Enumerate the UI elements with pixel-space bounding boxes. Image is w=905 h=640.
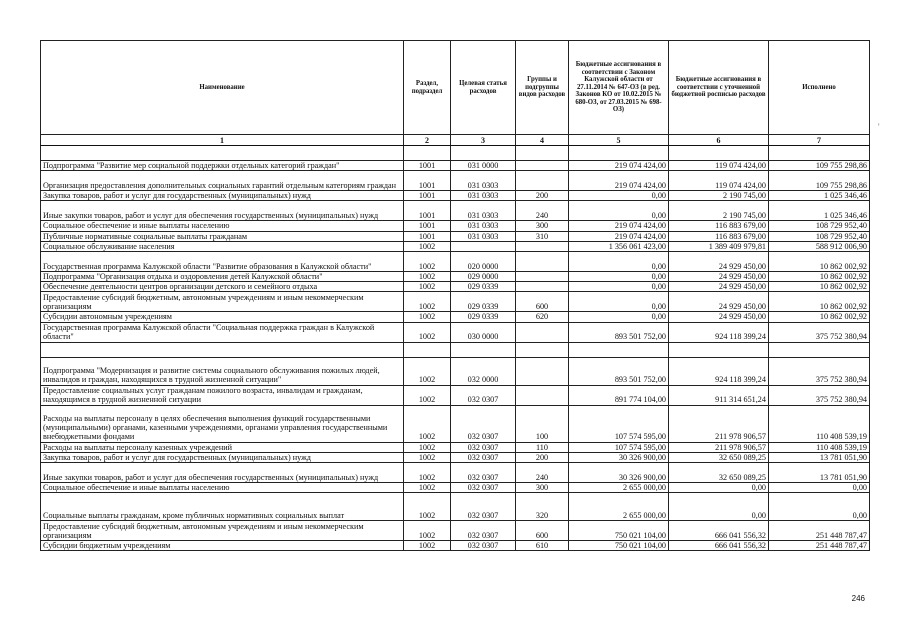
cell-refined: 32 650 089,25 bbox=[669, 463, 769, 483]
table-row bbox=[41, 282, 870, 292]
col-header-executed: Исполнено bbox=[769, 41, 870, 135]
col-header-refined: Бюджетные ассигнования в соответствии с уточненной бюджетной росписью расходов bbox=[669, 41, 769, 135]
table-row bbox=[41, 161, 870, 171]
cell-article: 032 0307 bbox=[451, 442, 516, 452]
cell-group: 300 bbox=[516, 221, 569, 231]
cell-article: 030 0000 bbox=[451, 322, 516, 342]
cell-refined: 666 041 556,32 bbox=[669, 541, 769, 551]
col-header-groups: Группы и подгруппы видов расходов bbox=[516, 41, 569, 135]
cell-name: Предоставление субсидий бюджетным, автономным учреждениям и иным некоммерческим организациям bbox=[41, 292, 404, 312]
cell-article: 029 0339 bbox=[451, 282, 516, 292]
cell-group: 600 bbox=[516, 521, 569, 541]
cell-group: 100 bbox=[516, 405, 569, 442]
cell-assigned: 750 021 104,00 bbox=[569, 521, 669, 541]
cell-article: 029 0000 bbox=[451, 272, 516, 282]
col-header-assignments: Бюджетные ассигнования в соответствии с Законом Калужской области от 27.11.2014 № 647-ОЗ (в ред. Законов КО от 10.02.2015 № 680-ОЗ, от 27.03.2015 № 698-ОЗ) bbox=[569, 41, 669, 135]
cell-name: Публичные нормативные социальные выплаты гражданам bbox=[41, 231, 404, 241]
cell-executed: 375 752 380,94 bbox=[769, 322, 870, 342]
cell-executed: 109 755 298,86 bbox=[769, 161, 870, 171]
cell-article: 032 0307 bbox=[451, 452, 516, 462]
cell-name: Иные закупки товаров, работ и услуг для обеспечения государственных (муниципальных) нужд bbox=[41, 201, 404, 221]
column-number: 6 bbox=[669, 135, 769, 146]
col-header-article: Целевая статья расходов bbox=[451, 41, 516, 135]
table-row bbox=[41, 493, 870, 521]
cell-section: 1002 bbox=[404, 521, 451, 541]
cell-name: Иные закупки товаров, работ и услуг для обеспечения государственных (муниципальных) нужд bbox=[41, 463, 404, 483]
cell-refined: 2 190 745,00 bbox=[669, 201, 769, 221]
table-row bbox=[41, 201, 870, 221]
cell-name: Субсидии бюджетным учреждениям bbox=[41, 541, 404, 551]
cell-group bbox=[516, 322, 569, 342]
cell-article: 032 0307 bbox=[451, 385, 516, 405]
cell-article: 031 0000 bbox=[451, 161, 516, 171]
cell-assigned: 2 655 000,00 bbox=[569, 493, 669, 521]
table-row bbox=[41, 463, 870, 483]
cell-name: Подпрограмма "Развитие мер социальной поддержки отдельных категорий граждан" bbox=[41, 161, 404, 171]
cell-article: 031 0303 bbox=[451, 171, 516, 191]
table-body bbox=[41, 146, 870, 551]
cell-executed: 10 862 002,92 bbox=[769, 252, 870, 272]
cell-executed: 10 862 002,92 bbox=[769, 272, 870, 282]
cell-name: Обеспечение деятельности центров организации детского и семейного отдыха bbox=[41, 282, 404, 292]
table-row bbox=[41, 292, 870, 312]
cell-executed: 0,00 bbox=[769, 493, 870, 521]
page-number: 246 bbox=[851, 594, 865, 603]
cell-assigned: 893 501 752,00 bbox=[569, 322, 669, 342]
cell-assigned: 219 074 424,00 bbox=[569, 231, 669, 241]
cell-name: Социальное обслуживание населения bbox=[41, 241, 404, 251]
cell-article: 031 0303 bbox=[451, 231, 516, 241]
table-row bbox=[41, 272, 870, 282]
cell-executed: 251 448 787,47 bbox=[769, 541, 870, 551]
col-header-name: Наименование bbox=[41, 41, 404, 135]
cell-assigned: 0,00 bbox=[569, 201, 669, 221]
scan-mark: ' bbox=[878, 122, 880, 132]
cell-assigned: 107 574 595,00 bbox=[569, 405, 669, 442]
cell-group: 610 bbox=[516, 541, 569, 551]
cell-section: 1002 bbox=[404, 241, 451, 251]
cell-article: 032 0307 bbox=[451, 483, 516, 493]
col-header-section: Раздел, подраздел bbox=[404, 41, 451, 135]
cell-section: 1002 bbox=[404, 405, 451, 442]
cell-executed: 251 448 787,47 bbox=[769, 521, 870, 541]
cell-executed: 375 752 380,94 bbox=[769, 385, 870, 405]
cell-group bbox=[516, 161, 569, 171]
budget-table bbox=[40, 40, 870, 551]
table-row bbox=[41, 312, 870, 322]
table-row bbox=[41, 405, 870, 442]
cell-section: 1002 bbox=[404, 483, 451, 493]
cell-refined: 116 883 679,00 bbox=[669, 231, 769, 241]
table-row bbox=[41, 357, 870, 385]
cell-executed: 588 912 006,90 bbox=[769, 241, 870, 251]
column-number: 3 bbox=[451, 135, 516, 146]
cell-refined: 2 190 745,00 bbox=[669, 191, 769, 201]
table-row bbox=[41, 385, 870, 405]
cell-name: Социальное обеспечение и иные выплаты населению bbox=[41, 221, 404, 231]
table-row bbox=[41, 483, 870, 493]
spacer-row bbox=[41, 146, 870, 161]
cell-name: Закупка товаров, работ и услуг для государственных (муниципальных) нужд bbox=[41, 452, 404, 462]
cell-section: 1002 bbox=[404, 252, 451, 272]
column-numbers-row bbox=[41, 135, 870, 146]
column-number: 4 bbox=[516, 135, 569, 146]
cell-group bbox=[516, 171, 569, 191]
cell-section: 1001 bbox=[404, 191, 451, 201]
cell-group bbox=[516, 282, 569, 292]
cell-assigned: 30 326 900,00 bbox=[569, 452, 669, 462]
cell-refined: 24 929 450,00 bbox=[669, 282, 769, 292]
cell-assigned: 0,00 bbox=[569, 292, 669, 312]
cell-assigned: 0,00 bbox=[569, 282, 669, 292]
cell-group: 110 bbox=[516, 442, 569, 452]
spacer-row bbox=[41, 342, 870, 357]
cell-assigned: 219 074 424,00 bbox=[569, 161, 669, 171]
cell-assigned: 107 574 595,00 bbox=[569, 442, 669, 452]
cell-section: 1001 bbox=[404, 201, 451, 221]
column-number: 2 bbox=[404, 135, 451, 146]
cell-article: 032 0307 bbox=[451, 405, 516, 442]
cell-section: 1001 bbox=[404, 161, 451, 171]
cell-refined: 924 118 399,24 bbox=[669, 357, 769, 385]
cell-executed: 1 025 346,46 bbox=[769, 191, 870, 201]
cell-group bbox=[516, 357, 569, 385]
table-row bbox=[41, 322, 870, 342]
cell-section: 1002 bbox=[404, 282, 451, 292]
column-number: 1 bbox=[41, 135, 404, 146]
table-row bbox=[41, 221, 870, 231]
cell-section: 1002 bbox=[404, 452, 451, 462]
cell-name: Предоставление социальных услуг гражданам пожилого возраста, инвалидам и гражданам, находящимся в трудной жизненной ситуации bbox=[41, 385, 404, 405]
table-row bbox=[41, 252, 870, 272]
cell-refined: 119 074 424,00 bbox=[669, 161, 769, 171]
cell-group: 320 bbox=[516, 493, 569, 521]
cell-article: 020 0000 bbox=[451, 252, 516, 272]
cell-executed: 375 752 380,94 bbox=[769, 357, 870, 385]
cell-refined: 666 041 556,32 bbox=[669, 521, 769, 541]
cell-group bbox=[516, 272, 569, 282]
cell-article: 031 0303 bbox=[451, 201, 516, 221]
cell-refined: 911 314 651,24 bbox=[669, 385, 769, 405]
cell-article: 029 0339 bbox=[451, 312, 516, 322]
table-row bbox=[41, 452, 870, 462]
cell-article: 031 0303 bbox=[451, 221, 516, 231]
cell-refined: 211 978 906,57 bbox=[669, 442, 769, 452]
cell-name: Подпрограмма "Модернизация и развитие системы социального обслуживания пожилых людей, инвалидов и граждан, находящихся в трудной жизненной ситуации" bbox=[41, 357, 404, 385]
cell-executed: 110 408 539,19 bbox=[769, 405, 870, 442]
cell-group: 240 bbox=[516, 201, 569, 221]
cell-name: Расходы на выплаты персоналу в целях обеспечения выполнения функций государственными (муниципальными) органами, казенными учреждениями, органами управления государственными внебюджетными фондами bbox=[41, 405, 404, 442]
cell-assigned: 219 074 424,00 bbox=[569, 221, 669, 231]
cell-section: 1002 bbox=[404, 322, 451, 342]
cell-refined: 924 118 399,24 bbox=[669, 322, 769, 342]
cell-group bbox=[516, 385, 569, 405]
table-row bbox=[41, 191, 870, 201]
cell-name: Предоставление субсидий бюджетным, автономным учреждениям и иным некоммерческим организациям bbox=[41, 521, 404, 541]
cell-group: 600 bbox=[516, 292, 569, 312]
cell-assigned: 2 655 000,00 bbox=[569, 483, 669, 493]
cell-refined: 0,00 bbox=[669, 483, 769, 493]
cell-name: Подпрограмма "Организация отдыха и оздоровления детей Калужской области" bbox=[41, 272, 404, 282]
cell-refined: 0,00 bbox=[669, 493, 769, 521]
cell-name: Расходы на выплаты персоналу казенных учреждений bbox=[41, 442, 404, 452]
cell-group: 200 bbox=[516, 191, 569, 201]
cell-section: 1002 bbox=[404, 385, 451, 405]
cell-section: 1002 bbox=[404, 292, 451, 312]
cell-executed: 10 862 002,92 bbox=[769, 312, 870, 322]
cell-article: 032 0307 bbox=[451, 521, 516, 541]
cell-article: 029 0339 bbox=[451, 292, 516, 312]
cell-assigned: 0,00 bbox=[569, 191, 669, 201]
table-row bbox=[41, 541, 870, 551]
cell-refined: 24 929 450,00 bbox=[669, 312, 769, 322]
cell-executed: 110 408 539,19 bbox=[769, 442, 870, 452]
table-row bbox=[41, 521, 870, 541]
cell-group: 240 bbox=[516, 463, 569, 483]
cell-section: 1001 bbox=[404, 171, 451, 191]
column-number: 5 bbox=[569, 135, 669, 146]
cell-article: 032 0307 bbox=[451, 541, 516, 551]
cell-group: 300 bbox=[516, 483, 569, 493]
cell-section: 1002 bbox=[404, 272, 451, 282]
cell-section: 1002 bbox=[404, 541, 451, 551]
cell-section: 1002 bbox=[404, 442, 451, 452]
cell-assigned: 30 326 900,00 bbox=[569, 463, 669, 483]
cell-executed: 0,00 bbox=[769, 483, 870, 493]
table-row bbox=[41, 241, 870, 251]
cell-executed: 10 862 002,92 bbox=[769, 292, 870, 312]
cell-group: 620 bbox=[516, 312, 569, 322]
cell-name: Социальные выплаты гражданам, кроме публичных нормативных социальных выплат bbox=[41, 493, 404, 521]
cell-executed: 13 781 051,90 bbox=[769, 463, 870, 483]
cell-group bbox=[516, 241, 569, 251]
cell-refined: 1 389 409 979,81 bbox=[669, 241, 769, 251]
cell-refined: 32 650 089,25 bbox=[669, 452, 769, 462]
cell-refined: 24 929 450,00 bbox=[669, 252, 769, 272]
cell-group bbox=[516, 252, 569, 272]
cell-article: 032 0307 bbox=[451, 463, 516, 483]
cell-article: 031 0303 bbox=[451, 191, 516, 201]
cell-name: Социальное обеспечение и иные выплаты населению bbox=[41, 483, 404, 493]
cell-section: 1002 bbox=[404, 463, 451, 483]
cell-group: 200 bbox=[516, 452, 569, 462]
column-number: 7 bbox=[769, 135, 870, 146]
cell-assigned: 0,00 bbox=[569, 312, 669, 322]
cell-refined: 211 978 906,57 bbox=[669, 405, 769, 442]
cell-assigned: 0,00 bbox=[569, 252, 669, 272]
cell-name: Организация предоставления дополнительных социальных гарантий отдельным категориям граждан bbox=[41, 171, 404, 191]
cell-assigned: 1 356 061 423,00 bbox=[569, 241, 669, 251]
cell-executed: 1 025 346,46 bbox=[769, 201, 870, 221]
cell-name: Государственная программа Калужской области "Социальная поддержка граждан в Калужской области" bbox=[41, 322, 404, 342]
cell-assigned: 891 774 104,00 bbox=[569, 385, 669, 405]
cell-assigned: 750 021 104,00 bbox=[569, 541, 669, 551]
cell-name: Субсидии автономным учреждениям bbox=[41, 312, 404, 322]
table-row bbox=[41, 231, 870, 241]
cell-executed: 108 729 952,40 bbox=[769, 231, 870, 241]
cell-executed: 10 862 002,92 bbox=[769, 282, 870, 292]
cell-section: 1002 bbox=[404, 357, 451, 385]
cell-group: 310 bbox=[516, 231, 569, 241]
cell-name: Государственная программа Калужской области "Развитие образования в Калужской области" bbox=[41, 252, 404, 272]
cell-refined: 116 883 679,00 bbox=[669, 221, 769, 231]
cell-name: Закупка товаров, работ и услуг для государственных (муниципальных) нужд bbox=[41, 191, 404, 201]
header-row bbox=[41, 41, 870, 135]
cell-executed: 13 781 051,90 bbox=[769, 452, 870, 462]
cell-section: 1002 bbox=[404, 312, 451, 322]
cell-assigned: 893 501 752,00 bbox=[569, 357, 669, 385]
cell-article: 032 0307 bbox=[451, 493, 516, 521]
cell-section: 1001 bbox=[404, 221, 451, 231]
table-row bbox=[41, 171, 870, 191]
cell-refined: 24 929 450,00 bbox=[669, 272, 769, 282]
cell-article: 032 0000 bbox=[451, 357, 516, 385]
cell-assigned: 0,00 bbox=[569, 272, 669, 282]
cell-section: 1002 bbox=[404, 493, 451, 521]
cell-section: 1001 bbox=[404, 231, 451, 241]
cell-executed: 109 755 298,86 bbox=[769, 171, 870, 191]
cell-assigned: 219 074 424,00 bbox=[569, 171, 669, 191]
cell-refined: 119 074 424,00 bbox=[669, 171, 769, 191]
cell-executed: 108 729 952,40 bbox=[769, 221, 870, 231]
cell-article bbox=[451, 241, 516, 251]
cell-refined: 24 929 450,00 bbox=[669, 292, 769, 312]
table-row bbox=[41, 442, 870, 452]
